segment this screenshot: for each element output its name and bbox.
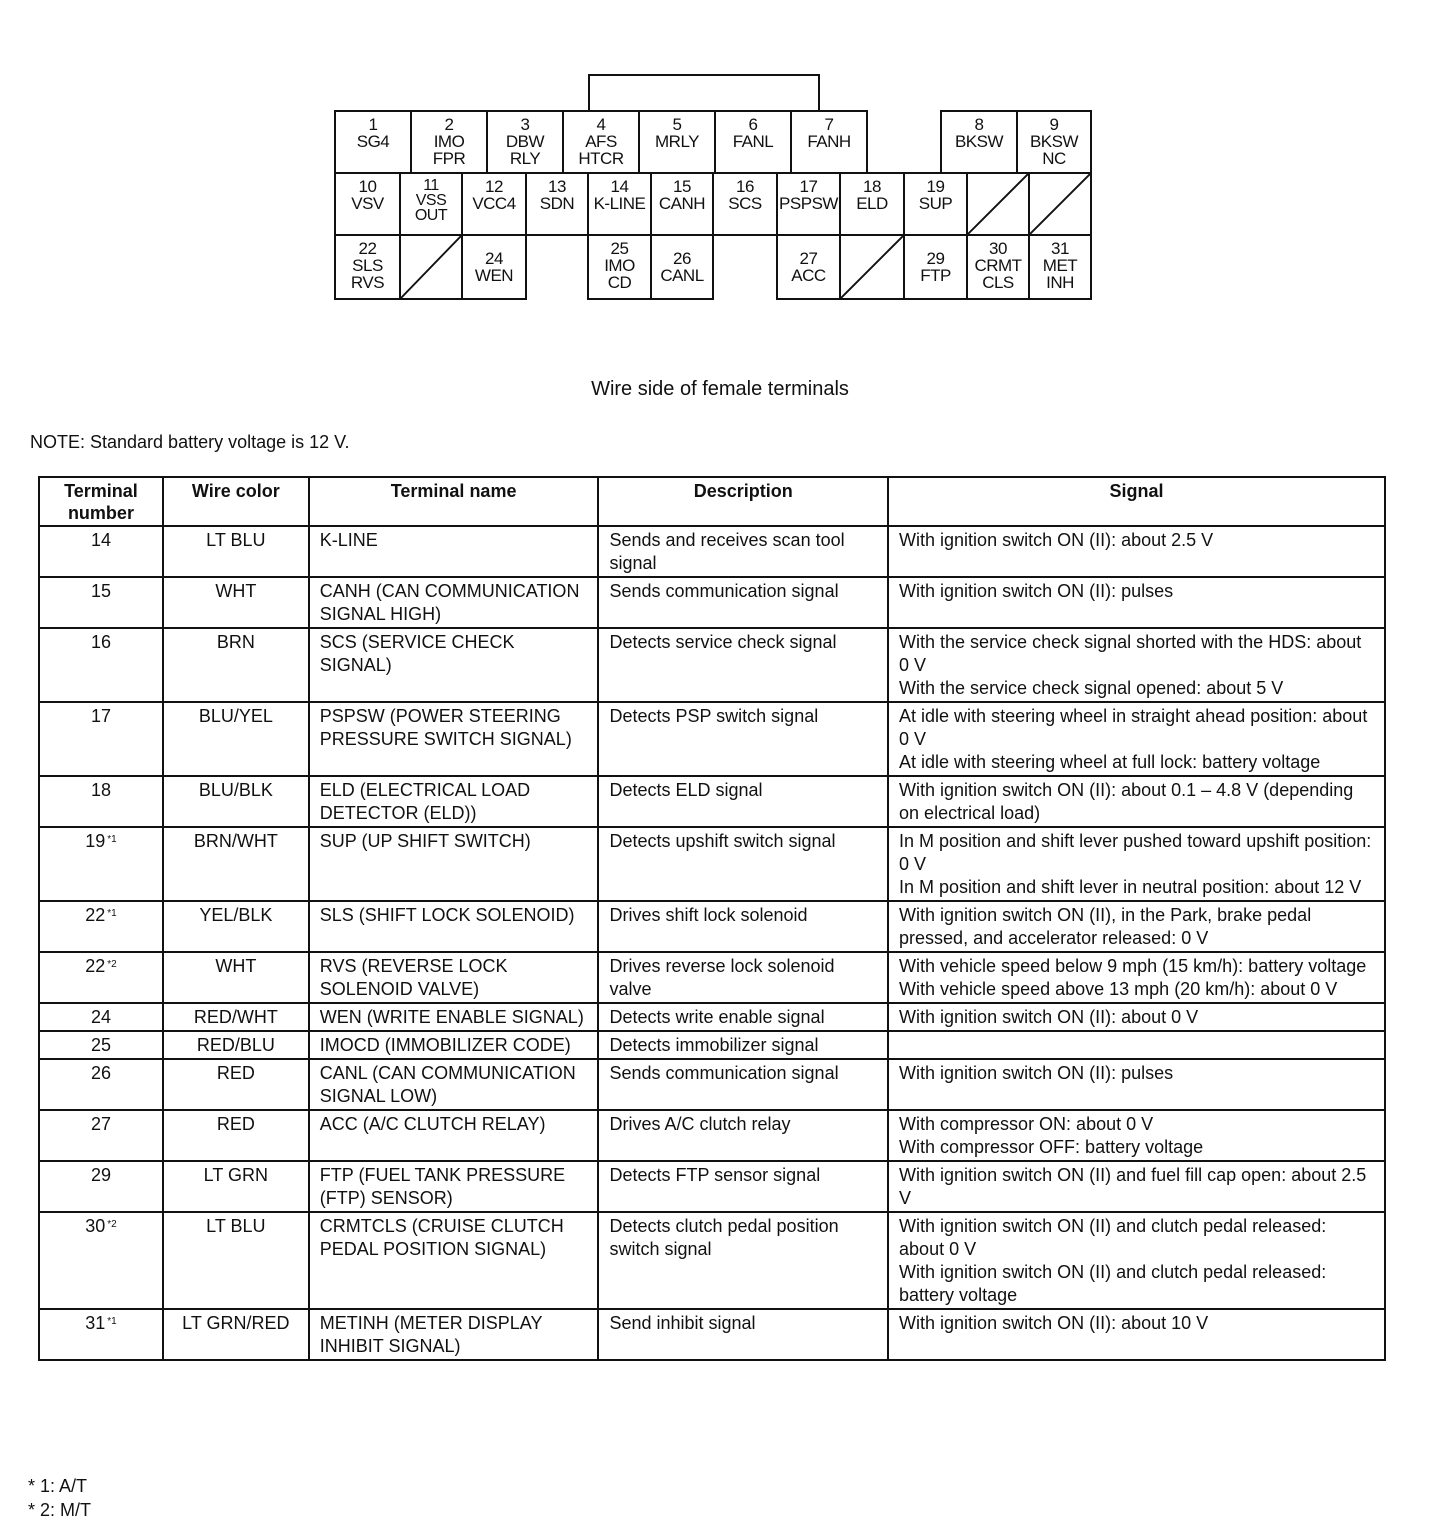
cell-terminal-number	[39, 1031, 163, 1059]
table-row	[39, 526, 1385, 577]
signal-line: With ignition switch ON (II): pulses	[899, 581, 1174, 601]
header-terminal-name: Terminal name	[309, 477, 599, 526]
table-row	[39, 776, 1385, 827]
signal-line: With vehicle speed above 13 mph (20 km/h): about 0 V	[899, 979, 1338, 999]
terminal-cell: 8 BKSW	[940, 110, 1018, 174]
terminal-cell: 25 IMO CD	[587, 234, 652, 300]
cell-terminal-number	[39, 1161, 163, 1212]
terminal-cell: 18 ELD	[839, 172, 905, 236]
terminal-number: 15	[90, 581, 111, 601]
terminal-cell: 11 VSS OUT	[399, 172, 463, 236]
cell-terminal-name: WEN (WRITE ENABLE SIGNAL)	[309, 1003, 599, 1031]
cell-terminal-name: SCS (SERVICE CHECK SIGNAL)	[309, 628, 599, 702]
cell-description: Detects clutch pedal position switch signal	[598, 1212, 888, 1309]
cell-terminal-name: SUP (UP SHIFT SWITCH)	[309, 827, 599, 901]
cell-terminal-name: SLS (SHIFT LOCK SOLENOID)	[309, 901, 599, 952]
cell-terminal-number	[39, 702, 163, 776]
cell-signal	[888, 827, 1385, 901]
table-row	[39, 952, 1385, 1003]
cell-description: Sends communication signal	[598, 577, 888, 628]
footnote: * 2: M/T	[28, 1500, 92, 1520]
cell-terminal-name: ACC (A/C CLUTCH RELAY)	[309, 1110, 599, 1161]
cell-wire-color: LT BLU	[163, 526, 309, 577]
signal-line: With ignition switch ON (II): about 0 V	[899, 1007, 1199, 1027]
cell-signal	[888, 1212, 1385, 1309]
cell-wire-color: BLU/BLK	[163, 776, 309, 827]
unused-terminal-cell	[399, 234, 463, 300]
terminal-cell: 4 AFS HTCR	[562, 110, 640, 174]
footnote-marker: *1	[107, 1316, 117, 1327]
terminal-number: 22	[85, 956, 106, 976]
signal-line: With the service check signal shorted with the HDS: about 0 V	[899, 632, 1362, 675]
voltage-note: NOTE: Standard battery voltage is 12 V.	[30, 432, 350, 452]
cell-wire-color: BLU/YEL	[163, 702, 309, 776]
connector-latch-tab	[588, 74, 820, 112]
cell-terminal-number	[39, 901, 163, 952]
cell-terminal-name: CRMTCLS (CRUISE CLUTCH PEDAL POSITION SIGNAL)	[309, 1212, 599, 1309]
terminal-cell: 15 CANH	[650, 172, 714, 236]
cell-description: Drives A/C clutch relay	[598, 1110, 888, 1161]
signal-line: With ignition switch ON (II) and fuel fill cap open: about 2.5 V	[899, 1165, 1367, 1208]
cell-signal	[888, 1309, 1385, 1360]
footnote-marker: *2	[107, 1219, 117, 1230]
table-row	[39, 1212, 1385, 1309]
cell-terminal-name: METINH (METER DISPLAY INHIBIT SIGNAL)	[309, 1309, 599, 1360]
cell-terminal-number	[39, 1110, 163, 1161]
terminal-number: 24	[90, 1007, 111, 1027]
terminal-cell: 14 K-LINE	[587, 172, 652, 236]
cell-wire-color: BRN	[163, 628, 309, 702]
table-row	[39, 1309, 1385, 1360]
cell-description: Detects service check signal	[598, 628, 888, 702]
terminal-number: 25	[90, 1035, 111, 1055]
terminal-table	[38, 476, 1386, 1361]
terminal-cell: 17 PSPSW	[776, 172, 841, 236]
terminal-cell: 2 IMO FPR	[410, 110, 488, 174]
terminal-cell: 29 FTP	[903, 234, 968, 300]
terminal-cell: 12 VCC4	[461, 172, 527, 236]
cell-terminal-number	[39, 526, 163, 577]
cell-terminal-number	[39, 1059, 163, 1110]
table-row	[39, 1161, 1385, 1212]
terminal-number: 31	[85, 1313, 106, 1333]
signal-line: With compressor ON: about 0 V	[899, 1114, 1154, 1134]
cell-wire-color: BRN/WHT	[163, 827, 309, 901]
cell-signal	[888, 1110, 1385, 1161]
terminal-number: 19	[85, 831, 106, 851]
cell-description: Send inhibit signal	[598, 1309, 888, 1360]
terminal-cell: 13 SDN	[525, 172, 589, 236]
cell-description: Drives shift lock solenoid	[598, 901, 888, 952]
footnote-marker: *2	[107, 959, 117, 970]
cell-terminal-number	[39, 577, 163, 628]
signal-line: With vehicle speed below 9 mph (15 km/h): battery voltage	[899, 956, 1367, 976]
signal-line: With ignition switch ON (II) and clutch pedal released: about 0 V	[899, 1216, 1327, 1259]
table-row	[39, 827, 1385, 901]
cell-signal	[888, 628, 1385, 702]
cell-description: Detects write enable signal	[598, 1003, 888, 1031]
unused-terminal-cell	[1028, 172, 1092, 236]
cell-terminal-name: CANH (CAN COMMUNICATION SIGNAL HIGH)	[309, 577, 599, 628]
header-signal: Signal	[888, 477, 1385, 526]
terminal-number: 22	[85, 905, 106, 925]
header-terminal-number: Terminal number	[39, 477, 163, 526]
table-row	[39, 628, 1385, 702]
cell-description: Detects FTP sensor signal	[598, 1161, 888, 1212]
terminal-cell: 26 CANL	[650, 234, 714, 300]
cell-signal	[888, 952, 1385, 1003]
cell-signal	[888, 1031, 1385, 1059]
cell-terminal-number	[39, 628, 163, 702]
cell-description: Detects immobilizer signal	[598, 1031, 888, 1059]
terminal-cell: 27 ACC	[776, 234, 841, 300]
signal-line: At idle with steering wheel at full lock: battery voltage	[899, 752, 1321, 772]
cell-description: Drives reverse lock solenoid valve	[598, 952, 888, 1003]
terminal-cell: 24 WEN	[461, 234, 527, 300]
terminal-cell: 10 VSV	[334, 172, 401, 236]
table-row	[39, 577, 1385, 628]
terminal-cell: 22 SLS RVS	[334, 234, 401, 300]
cell-terminal-number	[39, 1003, 163, 1031]
terminal-cell: 5 MRLY	[638, 110, 716, 174]
signal-line: With the service check signal opened: about 5 V	[899, 678, 1284, 698]
table-row	[39, 1031, 1385, 1059]
cell-description: Sends and receives scan tool signal	[598, 526, 888, 577]
cell-wire-color: RED	[163, 1059, 309, 1110]
footnotes	[28, 1474, 91, 1522]
cell-wire-color: WHT	[163, 952, 309, 1003]
cell-signal	[888, 1161, 1385, 1212]
signal-line: With ignition switch ON (II): about 2.5 V	[899, 530, 1214, 550]
table-row	[39, 901, 1385, 952]
signal-line: With ignition switch ON (II) and clutch pedal released: battery voltage	[899, 1262, 1327, 1305]
signal-line: In M position and shift lever pushed toward upshift position: 0 V	[899, 831, 1372, 874]
cell-signal	[888, 1003, 1385, 1031]
footnote-marker: *1	[107, 908, 117, 919]
cell-wire-color: RED	[163, 1110, 309, 1161]
terminal-cell: 9 BKSW NC	[1016, 110, 1092, 174]
cell-description: Detects upshift switch signal	[598, 827, 888, 901]
cell-description: Detects ELD signal	[598, 776, 888, 827]
terminal-number: 27	[90, 1114, 111, 1134]
footnote: * 1: A/T	[28, 1476, 88, 1496]
terminal-cell: 16 SCS	[712, 172, 778, 236]
cell-terminal-name: K-LINE	[309, 526, 599, 577]
table-row	[39, 1059, 1385, 1110]
diagram-caption: Wire side of female terminals	[591, 378, 849, 400]
cell-terminal-number	[39, 1212, 163, 1309]
signal-line: With ignition switch ON (II): about 10 V	[899, 1313, 1209, 1333]
signal-line: With ignition switch ON (II): pulses	[899, 1063, 1174, 1083]
terminal-cell: 3 DBW RLY	[486, 110, 564, 174]
terminal-cell: 1 SG4	[334, 110, 412, 174]
cell-terminal-name: ELD (ELECTRICAL LOAD DETECTOR (ELD))	[309, 776, 599, 827]
unused-terminal-cell	[966, 172, 1030, 236]
signal-line: At idle with steering wheel in straight ahead position: about 0 V	[899, 706, 1368, 749]
terminal-number: 16	[90, 632, 111, 652]
table-row	[39, 1110, 1385, 1161]
cell-terminal-name: CANL (CAN COMMUNICATION SIGNAL LOW)	[309, 1059, 599, 1110]
table-row	[39, 702, 1385, 776]
cell-signal	[888, 577, 1385, 628]
cell-wire-color: WHT	[163, 577, 309, 628]
cell-terminal-number	[39, 1309, 163, 1360]
table-header-row	[39, 477, 1385, 526]
terminal-number: 26	[90, 1063, 111, 1083]
cell-terminal-name: FTP (FUEL TANK PRESSURE (FTP) SENSOR)	[309, 1161, 599, 1212]
table-row	[39, 1003, 1385, 1031]
table-body	[39, 526, 1385, 1360]
cell-signal	[888, 1059, 1385, 1110]
signal-line: In M position and shift lever in neutral position: about 12 V	[899, 877, 1362, 897]
cell-wire-color: LT GRN	[163, 1161, 309, 1212]
terminal-number: 17	[90, 706, 111, 726]
cell-terminal-number	[39, 952, 163, 1003]
cell-signal	[888, 702, 1385, 776]
terminal-number: 30	[85, 1216, 106, 1236]
terminal-cell: 19 SUP	[903, 172, 968, 236]
terminal-number: 18	[90, 780, 111, 800]
connector-diagram	[0, 0, 1440, 320]
terminal-cell: 30 CRMT CLS	[966, 234, 1030, 300]
cell-wire-color: RED/BLU	[163, 1031, 309, 1059]
signal-line: With ignition switch ON (II): about 0.1 – 4.8 V (depending on electrical load)	[899, 780, 1354, 823]
signal-line: With compressor OFF: battery voltage	[899, 1137, 1204, 1157]
terminal-cell: 7 FANH	[790, 110, 868, 174]
signal-line: With ignition switch ON (II), in the Park, brake pedal pressed, and accelerator released: 0 V	[899, 905, 1312, 948]
cell-terminal-number	[39, 776, 163, 827]
cell-signal	[888, 526, 1385, 577]
cell-wire-color: LT BLU	[163, 1212, 309, 1309]
cell-terminal-number	[39, 827, 163, 901]
terminal-cell: 31 MET INH	[1028, 234, 1092, 300]
cell-terminal-name: PSPSW (POWER STEERING PRESSURE SWITCH SIGNAL)	[309, 702, 599, 776]
cell-wire-color: RED/WHT	[163, 1003, 309, 1031]
cell-signal	[888, 776, 1385, 827]
cell-description: Sends communication signal	[598, 1059, 888, 1110]
terminal-cell: 6 FANL	[714, 110, 792, 174]
header-wire-color: Wire color	[163, 477, 309, 526]
cell-description: Detects PSP switch signal	[598, 702, 888, 776]
cell-wire-color: YEL/BLK	[163, 901, 309, 952]
terminal-number: 29	[90, 1165, 111, 1185]
header-description: Description	[598, 477, 888, 526]
footnote-marker: *1	[107, 834, 117, 845]
unused-terminal-cell	[839, 234, 905, 300]
cell-terminal-name: RVS (REVERSE LOCK SOLENOID VALVE)	[309, 952, 599, 1003]
terminal-number: 14	[90, 530, 111, 550]
cell-signal	[888, 901, 1385, 952]
cell-wire-color: LT GRN/RED	[163, 1309, 309, 1360]
cell-terminal-name: IMOCD (IMMOBILIZER CODE)	[309, 1031, 599, 1059]
